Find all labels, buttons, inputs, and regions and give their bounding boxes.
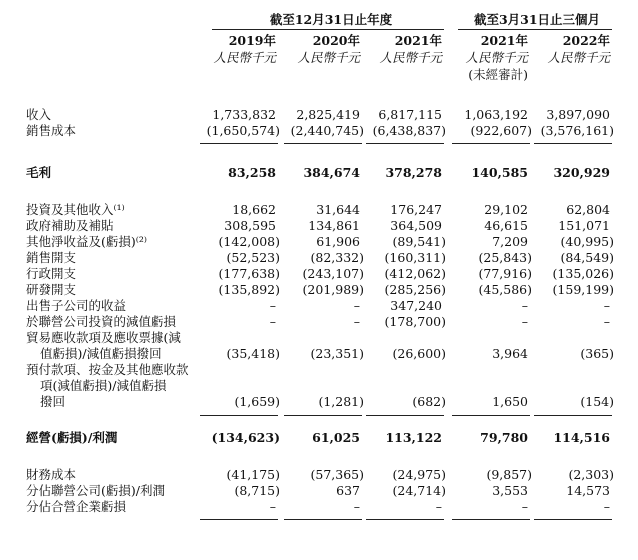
row-value: 3,897,090: [546, 107, 610, 122]
row-label: 分佔聯營公司(虧損)/利潤: [26, 483, 165, 498]
row-value: 29,102: [484, 202, 528, 217]
row-value: (40,995): [560, 234, 614, 249]
row-value: 3,553: [492, 483, 528, 498]
row-value: (159,199): [552, 282, 614, 297]
row-value: 62,804: [566, 202, 610, 217]
table-row: [0, 430, 638, 446]
table-row: [0, 218, 638, 234]
row-value: –: [353, 499, 360, 514]
row-value: 347,240: [390, 298, 442, 313]
row-value: 2,825,419: [296, 107, 360, 122]
row-value: (201,989): [302, 282, 364, 297]
row-value: (6,438,837): [372, 123, 446, 138]
row-value: (77,916): [478, 266, 532, 281]
row-value: 1,733,832: [212, 107, 276, 122]
row-value: 3,964: [492, 346, 528, 361]
column-unit: 人民幣千元: [213, 50, 276, 65]
table-row: [0, 499, 638, 515]
row-value: 1,650: [492, 394, 528, 409]
row-value: (922,607): [470, 123, 532, 138]
row-value: (84,549): [560, 250, 614, 265]
row-label: 分佔合營企業虧損: [26, 499, 127, 514]
row-value: –: [521, 298, 528, 313]
row-value: (365): [580, 346, 614, 361]
row-value: –: [603, 314, 610, 329]
row-value: 83,258: [228, 165, 276, 180]
quarter-period-header: 截至3月31日止三個月: [473, 12, 601, 27]
table-row: [0, 330, 638, 346]
column-note: (未經審計): [468, 67, 528, 82]
row-value: (2,303): [568, 467, 614, 482]
row-label: 貿易應收款項及應收票據(減: [26, 330, 181, 345]
row-value: 151,071: [558, 218, 610, 233]
column-year: 2022年: [562, 33, 610, 48]
row-value: (52,523): [226, 250, 280, 265]
row-value: 61,906: [316, 234, 360, 249]
row-value: (1,650,574): [206, 123, 280, 138]
row-label: 行政開支: [26, 266, 77, 281]
table-row: [0, 165, 638, 181]
row-value: 6,817,115: [378, 107, 442, 122]
row-value: (9,857): [486, 467, 532, 482]
row-value: (25,843): [478, 250, 532, 265]
row-label: 投資及其他收入⁽¹⁾: [26, 202, 125, 217]
row-value: –: [521, 499, 528, 514]
row-value: (142,008): [218, 234, 280, 249]
row-label: 於聯營公司投資的減值虧損: [26, 314, 177, 329]
row-value: 79,780: [480, 430, 528, 445]
column-year: 2021年: [480, 33, 528, 48]
row-value: 14,573: [566, 483, 610, 498]
column-year: 2020年: [312, 33, 360, 48]
row-value: 364,509: [390, 218, 442, 233]
subtotal-rule: [452, 143, 530, 144]
column-header: [530, 32, 610, 66]
column-year: 2021年: [394, 33, 442, 48]
row-label: 值虧損)/減值虧損撥回: [40, 346, 162, 361]
row-value: (134,623): [211, 430, 280, 445]
row-value: (26,600): [392, 346, 446, 361]
table-row: [0, 234, 638, 250]
table-row: [0, 282, 638, 298]
row-value: –: [269, 298, 276, 313]
column-unit: 人民幣千元: [465, 50, 528, 65]
row-label: 其他淨收益及(虧損)⁽²⁾: [26, 234, 147, 249]
column-unit: 人民幣千元: [547, 50, 610, 65]
column-header: [362, 32, 442, 66]
row-value: (45,586): [478, 282, 532, 297]
row-value: 320,929: [553, 165, 610, 180]
row-value: (1,659): [234, 394, 280, 409]
row-value: 114,516: [553, 430, 610, 445]
row-value: (2,440,745): [290, 123, 364, 138]
row-value: 1,063,192: [464, 107, 528, 122]
subtotal-rule: [452, 519, 530, 520]
row-label: 出售子公司的收益: [26, 298, 127, 313]
row-value: (177,638): [218, 266, 280, 281]
row-value: (135,892): [218, 282, 280, 297]
table-row: [0, 298, 638, 314]
row-value: 378,278: [385, 165, 442, 180]
table-row: [0, 107, 638, 123]
subtotal-rule: [534, 519, 612, 520]
row-value: (682): [412, 394, 446, 409]
row-value: 134,861: [308, 218, 360, 233]
column-header: [448, 32, 528, 83]
subtotal-rule: [452, 415, 530, 416]
subtotal-rule: [366, 415, 444, 416]
row-value: –: [603, 298, 610, 313]
table-row: [0, 483, 638, 499]
row-value: –: [435, 499, 442, 514]
row-label: 研發開支: [26, 282, 77, 297]
row-value: –: [269, 314, 276, 329]
row-value: (57,365): [310, 467, 364, 482]
row-value: –: [521, 314, 528, 329]
row-value: 113,122: [385, 430, 442, 445]
subtotal-rule: [534, 143, 612, 144]
row-value: (89,541): [392, 234, 446, 249]
row-value: (412,062): [384, 266, 446, 281]
row-value: (160,311): [384, 250, 446, 265]
subtotal-rule: [366, 143, 444, 144]
table-row: [0, 394, 638, 410]
row-value: –: [353, 314, 360, 329]
table-row: [0, 250, 638, 266]
annual-period-header: 截至12月31日止年度: [269, 12, 393, 27]
row-value: (135,026): [552, 266, 614, 281]
subtotal-rule: [284, 519, 362, 520]
subtotal-rule: [366, 519, 444, 520]
row-value: (8,715): [234, 483, 280, 498]
row-value: (35,418): [226, 346, 280, 361]
row-label: 政府補助及補貼: [26, 218, 114, 233]
table-row: [0, 467, 638, 483]
subtotal-rule: [534, 415, 612, 416]
row-label: 毛利: [26, 165, 52, 180]
row-value: –: [353, 298, 360, 313]
row-value: 7,209: [492, 234, 528, 249]
quarter-header-underline: [458, 29, 612, 30]
subtotal-rule: [200, 415, 278, 416]
subtotal-rule: [284, 143, 362, 144]
row-value: 637: [336, 483, 360, 498]
row-label: 銷售成本: [26, 123, 77, 138]
row-label: 收入: [26, 107, 52, 122]
row-label: 銷售開支: [26, 250, 77, 265]
subtotal-rule: [284, 415, 362, 416]
column-header: [280, 32, 360, 66]
row-value: 176,247: [390, 202, 442, 217]
column-unit: 人民幣千元: [297, 50, 360, 65]
row-label: 撥回: [40, 394, 66, 409]
table-row: [0, 314, 638, 330]
row-value: 384,674: [303, 165, 360, 180]
table-row: [0, 362, 638, 378]
row-value: (82,332): [310, 250, 364, 265]
row-label: 經營(虧損)/利潤: [26, 430, 118, 445]
row-label: 項(減值虧損)/減值虧損: [40, 378, 167, 393]
row-value: (23,351): [310, 346, 364, 361]
row-value: 61,025: [312, 430, 360, 445]
column-unit: 人民幣千元: [379, 50, 442, 65]
table-row: [0, 202, 638, 218]
row-value: (178,700): [384, 314, 446, 329]
row-value: 140,585: [471, 165, 528, 180]
column-year: 2019年: [228, 33, 276, 48]
annual-header-underline: [212, 29, 444, 30]
row-value: –: [269, 499, 276, 514]
table-row: [0, 378, 638, 394]
row-value: –: [603, 499, 610, 514]
row-value: 46,615: [484, 218, 528, 233]
row-value: (41,175): [226, 467, 280, 482]
row-value: 31,644: [316, 202, 360, 217]
row-value: (24,714): [392, 483, 446, 498]
row-value: (243,107): [302, 266, 364, 281]
row-value: (24,975): [392, 467, 446, 482]
row-value: 18,662: [232, 202, 276, 217]
subtotal-rule: [200, 143, 278, 144]
row-value: 308,595: [224, 218, 276, 233]
table-row: [0, 346, 638, 362]
row-value: (1,281): [318, 394, 364, 409]
column-header: [196, 32, 276, 66]
row-value: (285,256): [384, 282, 446, 297]
row-label: 預付款項、按金及其他應收款: [26, 362, 189, 377]
table-row: [0, 266, 638, 282]
row-value: (154): [580, 394, 614, 409]
table-row: [0, 123, 638, 139]
row-label: 財務成本: [26, 467, 77, 482]
subtotal-rule: [200, 519, 278, 520]
row-value: (3,576,161): [540, 123, 614, 138]
